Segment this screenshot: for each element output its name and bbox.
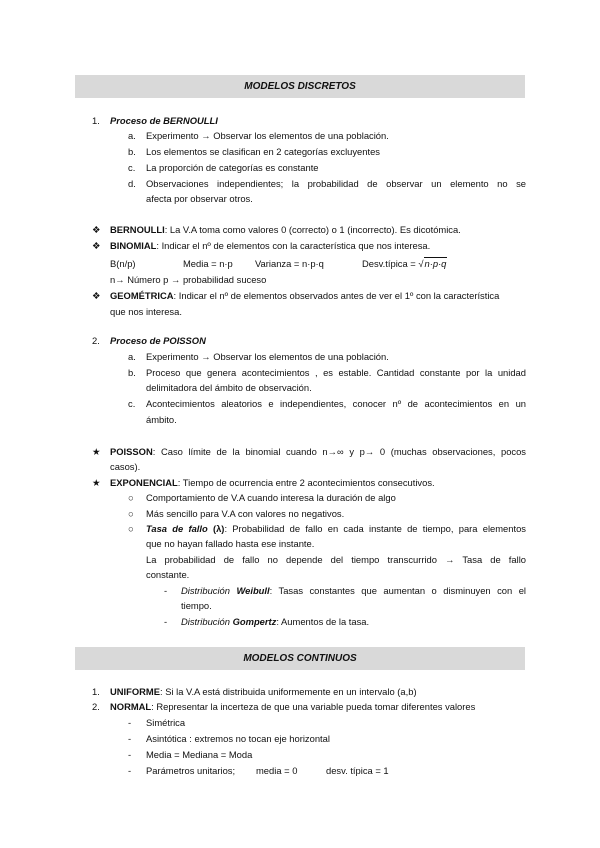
list-item: La proporción de categorías es constante (146, 162, 319, 173)
list-marker: c. (128, 398, 136, 409)
list-item: Proceso que genera acontecimientos , es estable. Cantidad constante por la unidad (146, 367, 526, 378)
tasa-note-continuation: constante. (146, 569, 190, 580)
geometrica-label: GEOMÉTRICA (110, 290, 174, 301)
list-item: Experimento → Observar los elementos de una población. (146, 351, 389, 362)
circle-bullet-icon: ○ (128, 492, 134, 503)
normal-item: Parámetros unitarios; (146, 765, 236, 776)
weibull-pre: Distribución (181, 585, 237, 596)
list-marker: a. (128, 130, 136, 141)
list-number: 2. (92, 701, 100, 712)
binomial-varianza: Varianza = n·p·q (255, 258, 324, 269)
list-number: 1. (92, 686, 100, 697)
star-bullet-icon: ★ (92, 446, 101, 457)
binomial-media: Media = n·p (183, 258, 233, 269)
weibull-item (181, 584, 526, 598)
normal-item: Asintótica : extremos no tocan eje horizontal (146, 733, 330, 744)
binomial-label: BINOMIAL (110, 240, 157, 251)
bernoulli-label: BERNOULLI (110, 224, 165, 235)
uniforme-label: UNIFORME (110, 686, 160, 697)
list-marker: b. (128, 146, 136, 157)
exponencial-definition (110, 476, 435, 490)
list-item: Observaciones independientes; la probabilidad de observar un elemento no se (146, 178, 526, 189)
list-item-continuation: afecta por observar otros. (146, 193, 253, 204)
geometrica-text: : Indicar el nº de elementos observados antes de ver el 1º con la característica (173, 290, 500, 301)
tasa-text: : Probabilidad de fallo en cada instante de tiempo, para elementos (224, 523, 526, 534)
dash-bullet-icon: - (128, 717, 132, 728)
binomial-text: : Indicar el nº de elementos con la característica que nos interesa. (156, 240, 431, 251)
tasa-label: Tasa de fallo (146, 523, 208, 534)
list-number: 1. (92, 115, 100, 126)
normal-item: Simétrica (146, 717, 186, 728)
bernoulli-text: : La V.A toma como valores 0 (correcto) o 1 (incorrecto). Es dicotómica. (164, 224, 461, 235)
list-item-continuation: delimitadora del ámbito de observación. (146, 382, 312, 393)
geometrica-continuation: que nos interesa. (110, 306, 182, 317)
normal-desv: desv. típica = 1 (326, 765, 389, 776)
geometrica-definition (110, 289, 499, 303)
dash-bullet-icon: - (164, 585, 168, 596)
list-marker: d. (128, 178, 136, 189)
desv-label: Desv.típica = (362, 258, 419, 269)
tasa-note: La probabilidad de fallo no depende del tiempo transcurrido → Tasa de fallo (146, 554, 526, 565)
exponencial-text: : Tiempo de ocurrencia entre 2 acontecimientos consecutivos. (177, 477, 435, 488)
exponencial-item: Más sencillo para V.A con valores no negativos. (146, 508, 345, 519)
section-header-continuos: MODELOS CONTINUOS (75, 647, 525, 670)
normal-media: media = 0 (256, 765, 298, 776)
exponencial-item: Comportamiento de V.A cuando interesa la duración de algo (146, 492, 396, 503)
gompertz-name: Gompertz (232, 616, 277, 627)
poisson-continuation: casos). (110, 461, 141, 472)
list-marker: c. (128, 162, 136, 173)
circle-bullet-icon: ○ (128, 508, 134, 519)
poisson-label: POISSON (110, 446, 153, 457)
dash-bullet-icon: - (164, 616, 168, 627)
gompertz-item (181, 615, 369, 629)
tasa-continuation: que no hayan fallado hasta ese instante. (146, 538, 315, 549)
list-item: Los elementos se clasifican en 2 categorías excluyentes (146, 146, 380, 157)
normal-item: Media = Mediana = Moda (146, 749, 253, 760)
weibull-text: : Tasas constantes que aumentan o disminuyen con el (269, 585, 526, 596)
poisson-process-title: Proceso de POISSON (110, 335, 206, 346)
lambda-symbol: (λ) (212, 523, 225, 534)
exponencial-label: EXPONENCIAL (110, 477, 178, 488)
list-item: Acontecimientos aleatorios e independientes, conocer nº de acontecimientos en un (146, 398, 526, 409)
bernoulli-definition (110, 223, 461, 237)
gompertz-text: : Aumentos de la tasa. (276, 616, 370, 627)
uniforme-text: : Si la V.A está distribuida uniformemente en un intervalo (a,b) (160, 686, 417, 697)
normal-label: NORMAL (110, 701, 152, 712)
uniforme-definition (110, 685, 417, 699)
binomial-notation: B(n/p) (110, 258, 136, 269)
dash-bullet-icon: - (128, 765, 132, 776)
star-bullet-icon: ★ (92, 477, 101, 488)
list-marker: a. (128, 351, 136, 362)
bernoulli-process-title: Proceso de BERNOULLI (110, 115, 218, 126)
poisson-text: : Caso límite de la binomial cuando n→∞ y p→ 0 (muchas observaciones, pocos (152, 446, 526, 457)
square-root-icon: √n·p·q (418, 258, 447, 269)
normal-definition (110, 700, 475, 714)
list-item: Experimento → Observar los elementos de una población. (146, 130, 389, 141)
diamond-bullet-icon: ❖ (92, 290, 101, 301)
weibull-continuation: tiempo. (181, 600, 212, 611)
section-header-discretos: MODELOS DISCRETOS (75, 75, 525, 98)
binomial-desv-tipica (362, 257, 447, 271)
circle-bullet-icon: ○ (128, 523, 134, 534)
poisson-definition (110, 445, 526, 459)
binomial-legend: n→ Número p → probabilidad suceso (110, 274, 267, 285)
dash-bullet-icon: - (128, 733, 132, 744)
diamond-bullet-icon: ❖ (92, 224, 101, 235)
diamond-bullet-icon: ❖ (92, 240, 101, 251)
list-number: 2. (92, 335, 100, 346)
list-marker: b. (128, 367, 136, 378)
list-item-continuation: ámbito. (146, 414, 177, 425)
normal-text: : Representar la incerteza de que una variable pueda tomar diferentes valores (151, 701, 476, 712)
weibull-name: Weibull (236, 585, 270, 596)
dash-bullet-icon: - (128, 749, 132, 760)
radicand: n·p·q (424, 258, 447, 269)
tasa-de-fallo-definition (146, 522, 526, 536)
gompertz-pre: Distribución (181, 616, 233, 627)
binomial-definition (110, 239, 430, 253)
